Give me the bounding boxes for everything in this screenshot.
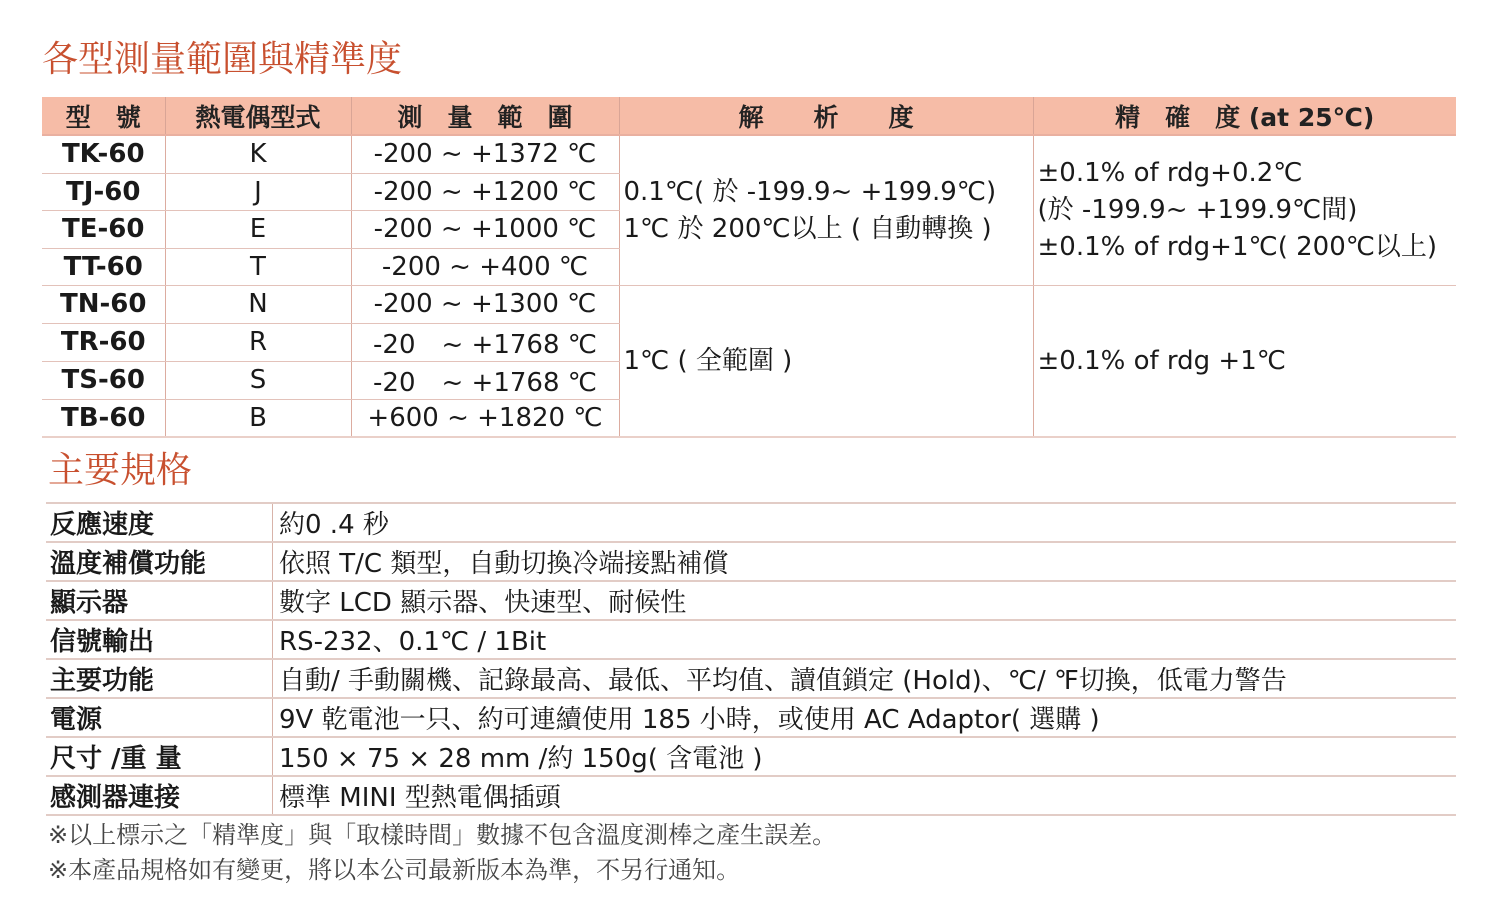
spec-value: RS-232、0.1℃ / 1Bit	[273, 620, 1457, 659]
type-cell: T	[165, 248, 351, 286]
footnote: ※以上標示之「精準度」與「取樣時間」數據不包含溫度測棒之產生誤差。	[48, 821, 837, 849]
accuracy-line: (於 -199.9~ +199.9℃間)	[1037, 195, 1358, 225]
resolution-line: 1℃ ( 全範圍 )	[623, 345, 793, 376]
header-accuracy: 精 確 度 (at 25℃)	[1033, 97, 1456, 135]
type-cell: J	[165, 173, 351, 211]
range-cell: -200 ~ +400 ℃	[351, 248, 619, 286]
spec-label: 電源	[46, 698, 273, 737]
spec-value: 約0 .4 秒	[273, 503, 1457, 542]
range-section-title: 各型測量範圍與精準度	[42, 39, 403, 80]
spec-row	[46, 542, 1456, 581]
accuracy-cell-group2	[1033, 286, 1456, 438]
header-range: 測 量 範 圍	[351, 97, 619, 135]
range-cell: -20 ~ +1768 ℃	[351, 361, 619, 399]
model-cell: TJ-60	[42, 173, 165, 211]
table-header-row	[42, 97, 1456, 135]
spec-value: 自動/ 手動關機、記錄最高、最低、平均值、讀值鎖定 (Hold)、℃/ ℉切換，低電力警告	[273, 659, 1457, 698]
resolution-line: 0.1℃( 於 -199.9~ +199.9℃)	[623, 176, 997, 207]
table-row	[42, 135, 1456, 173]
footnotes	[48, 818, 836, 888]
spec-value: 150 × 75 × 28 mm /約 150g( 含電池 )	[273, 737, 1457, 776]
type-cell: K	[165, 135, 351, 173]
model-cell: TK-60	[42, 135, 165, 173]
type-cell: S	[165, 361, 351, 399]
spec-value: 依照 T/C 類型，自動切換冷端接點補償	[273, 542, 1457, 581]
spec-row	[46, 659, 1456, 698]
spec-row	[46, 737, 1456, 776]
spec-value: 標準 MINI 型熱電偶插頭	[273, 776, 1457, 815]
resolution-cell-group1	[619, 135, 1033, 286]
header-model: 型 號	[42, 97, 165, 135]
accuracy-line: ±0.1% of rdg+0.2℃	[1037, 158, 1303, 188]
spec-table	[46, 502, 1456, 816]
type-cell: E	[165, 211, 351, 249]
model-cell: TS-60	[42, 361, 165, 399]
range-cell: +600 ~ +1820 ℃	[351, 399, 619, 437]
resolution-cell-group2	[619, 286, 1033, 438]
range-cell: -20 ~ +1768 ℃	[351, 323, 619, 361]
spec-label: 顯示器	[46, 581, 273, 620]
header-thermocouple-type: 熱電偶型式	[165, 97, 351, 135]
spec-row	[46, 503, 1456, 542]
model-cell: TB-60	[42, 399, 165, 437]
spec-label: 溫度補償功能	[46, 542, 273, 581]
spec-row	[46, 620, 1456, 659]
range-cell: -200 ~ +1300 ℃	[351, 286, 619, 324]
spec-row	[46, 581, 1456, 620]
resolution-line: 1℃ 於 200℃以上 ( 自動轉換 )	[623, 213, 992, 244]
model-cell: TR-60	[42, 323, 165, 361]
spec-row	[46, 776, 1456, 815]
type-cell: R	[165, 323, 351, 361]
accuracy-line: ±0.1% of rdg+1℃( 200℃以上)	[1037, 232, 1438, 262]
spec-label: 感測器連接	[46, 776, 273, 815]
model-cell: TN-60	[42, 286, 165, 324]
type-cell: B	[165, 399, 351, 437]
spec-row	[46, 698, 1456, 737]
spec-section-title: 主要規格	[48, 450, 193, 491]
accuracy-cell-group1	[1033, 135, 1456, 286]
accuracy-line: ±0.1% of rdg +1℃	[1037, 345, 1286, 376]
range-accuracy-table	[42, 97, 1456, 438]
spec-label: 主要功能	[46, 659, 273, 698]
range-cell: -200 ~ +1200 ℃	[351, 173, 619, 211]
model-cell: TE-60	[42, 211, 165, 249]
range-cell: -200 ~ +1000 ℃	[351, 211, 619, 249]
type-cell: N	[165, 286, 351, 324]
header-resolution: 解 析 度	[619, 97, 1033, 135]
model-cell: TT-60	[42, 248, 165, 286]
table-row	[42, 286, 1456, 324]
spec-label: 尺寸 /重 量	[46, 737, 273, 776]
range-cell: -200 ~ +1372 ℃	[351, 135, 619, 173]
spec-label: 信號輸出	[46, 620, 273, 659]
spec-label: 反應速度	[46, 503, 273, 542]
footnote: ※本產品規格如有變更，將以本公司最新版本為準，不另行通知。	[48, 856, 741, 884]
spec-value: 數字 LCD 顯示器、快速型、耐候性	[273, 581, 1457, 620]
spec-value: 9V 乾電池一只、約可連續使用 185 小時，或使用 AC Adaptor( 選購 )	[273, 698, 1457, 737]
